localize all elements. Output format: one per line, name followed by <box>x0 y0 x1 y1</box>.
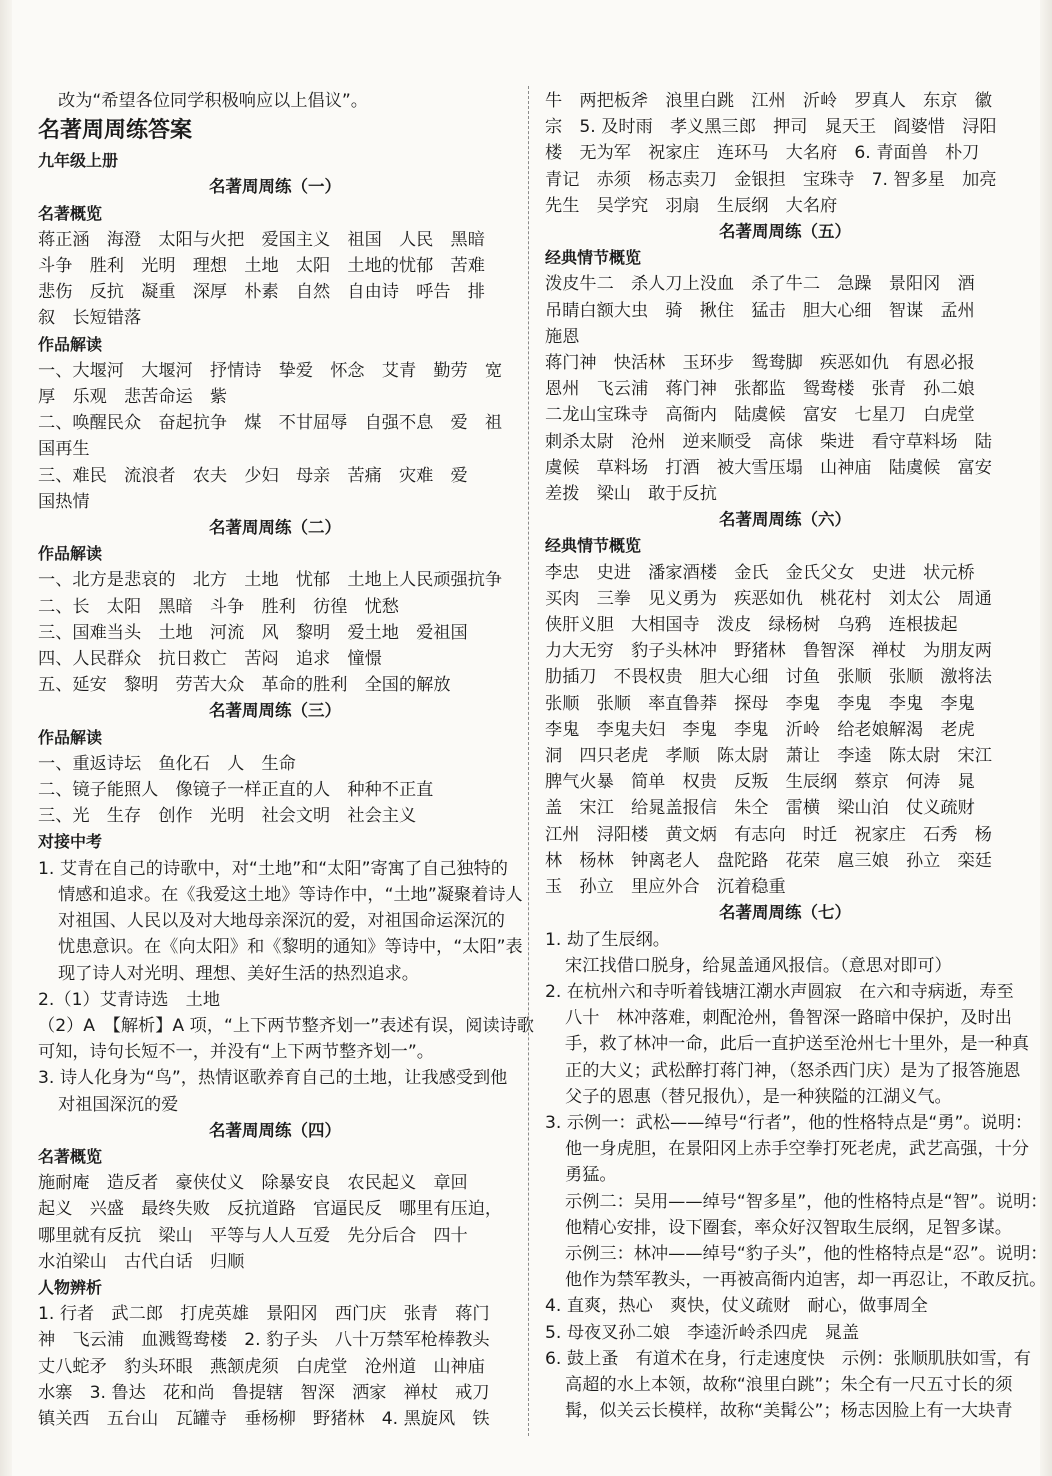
section-heading: 作品解读 <box>38 544 103 564</box>
text-line: 厚 乐观 悲苦命运 紫 <box>38 387 228 408</box>
text-line: 3. 示例一：武松——绰号“行者”，他的性格特点是“勇”。说明： <box>545 1112 1033 1133</box>
text-line: 1. 艾青在自己的诗歌中，对“土地”和“太阳”寄寓了自己独特的 <box>38 858 508 879</box>
text-line: 手，救了林冲一命，此后一直护送至沧州七十里外，是一种真 <box>565 1034 1030 1055</box>
text-line: 髯，似关云长模样，故称“美髯公”；杨志因脸上有一大块青 <box>565 1401 1013 1422</box>
exercise-heading: 名著周周练（四） <box>209 1120 341 1140</box>
text-line: 二、长 太阳 黑暗 斗争 胜利 彷徨 忧愁 <box>38 596 399 617</box>
text-line: 现了诗人对光明、理想、美好生活的热烈追求。 <box>58 963 419 984</box>
text-line: 示例二：吴用——绰号“智多星”，他的性格特点是“智”。说明： <box>565 1191 1048 1212</box>
right-column <box>545 88 1048 1424</box>
text-line: 洞 四只老虎 孝顺 陈太尉 萧让 李逵 陈太尉 宋江 <box>545 746 992 767</box>
text-line: 国热情 <box>38 491 90 512</box>
text-line: 张顺 张顺 率直鲁莽 探母 李鬼 李鬼 李鬼 李鬼 <box>545 693 975 714</box>
text-line: 二龙山宝珠寺 高衙内 陆虞候 富安 七星刀 白虎堂 <box>545 405 975 426</box>
text-line: 水寨 3. 鲁达 花和尚 鲁提辖 智深 洒家 禅杖 戒刀 <box>38 1382 490 1403</box>
text-line: 刺杀太尉 沧州 逆来顺受 高俅 柴进 看守草料场 陆 <box>545 431 992 452</box>
left-column <box>38 88 534 1432</box>
text-line: 侠肝义胆 大相国寺 泼皮 绿杨树 乌鸦 连根拔起 <box>545 615 958 636</box>
text-line: 斗争 胜利 光明 理想 土地 太阳 土地的忧郁 苦难 <box>38 256 485 277</box>
text-line: 悲伤 反抗 凝重 深厚 朴素 自然 自由诗 呼告 排 <box>38 282 485 303</box>
text-line: 起义 兴盛 最终失败 反抗道路 官逼民反 哪里有压迫， <box>38 1199 503 1220</box>
text-line: 蒋门神 快活林 玉环步 鸳鸯脚 疾恶如仇 有恩必报 <box>545 353 975 374</box>
text-line: 4. 直爽，热心 爽快，仗义疏财 耐心，做事周全 <box>545 1296 928 1317</box>
text-line: 1. 劫了生辰纲。 <box>545 929 670 950</box>
text-line: 高超的水上本领，故称“浪里白跳”；朱仝有一尺五寸长的须 <box>565 1374 1013 1395</box>
section-heading: 经典情节概览 <box>545 536 642 556</box>
text-line: 施恩 <box>545 326 580 347</box>
text-line: 八十 林冲落难，刺配沧州，鲁智深一路暗中保护，及时出 <box>565 1008 1012 1029</box>
text-line: 宋江找借口脱身，给晁盖通风报信。（意思对即可） <box>565 955 952 976</box>
page-title: 名著周周练答案 <box>38 118 193 144</box>
section-heading: 人物辨析 <box>38 1277 103 1297</box>
text-line: 水泊梁山 古代白话 归顺 <box>38 1251 245 1272</box>
exercise-heading: 名著周周练（三） <box>209 701 341 721</box>
text-line: 吊睛白额大虫 骑 揪住 猛击 胆大心细 智谋 孟州 <box>545 300 975 321</box>
grade-heading: 九年级上册 <box>38 151 119 171</box>
text-line: 脾气火暴 简单 权贵 反叛 生辰纲 蔡京 何涛 晁 <box>545 772 975 793</box>
text-line: 勇猛。 <box>565 1165 617 1186</box>
exercise-heading: 名著周周练（六） <box>719 510 851 530</box>
text-line: 蒋正涵 海澄 太阳与火把 爱国主义 祖国 人民 黑暗 <box>38 229 485 250</box>
section-heading: 作品解读 <box>38 727 103 747</box>
text-line: 对祖国、人民以及对大地母亲深沉的爱，对祖国命运深沉的 <box>58 911 505 932</box>
section-heading: 经典情节概览 <box>545 248 642 268</box>
page-edge-left <box>0 0 12 1476</box>
text-line: 1. 行者 武二郎 打虎英雄 景阳冈 西门庆 张青 蒋门 <box>38 1304 490 1325</box>
text-line: 江州 浔阳楼 黄文炳 有志向 时迁 祝家庄 石秀 杨 <box>545 824 992 845</box>
exercise-heading: 名著周周练（七） <box>719 903 851 923</box>
text-line: 楼 无为军 祝家庄 连环马 大名府 6. 青面兽 朴刀 <box>545 143 980 164</box>
text-line: 2. 在杭州六和寺听着钱塘江潮水声圆寂 在六和寺病逝，寿至 <box>545 981 1014 1002</box>
text-line: 2.（1）艾青诗选 土地 <box>38 989 221 1010</box>
text-line: 丈八蛇矛 豹头环眼 燕颔虎须 白虎堂 沧州道 山神庙 <box>38 1356 485 1377</box>
text-line: 国再生 <box>38 439 90 460</box>
text-line: 正的大义；武松醉打蒋门神，（怒杀西门庆）是为了报答施恩 <box>565 1060 1021 1081</box>
text-line: 肋插刀 不畏权贵 胆大心细 讨鱼 张顺 张顺 激将法 <box>545 667 992 688</box>
section-heading: 对接中考 <box>38 832 103 852</box>
text-line: 改为“希望各位同学积极响应以上倡议”。 <box>58 91 368 111</box>
text-line: 差拨 梁山 敢于反抗 <box>545 484 717 505</box>
text-line: 泼皮牛二 杀人刀上没血 杀了牛二 急躁 景阳冈 酒 <box>545 274 975 295</box>
text-line: 三、国难当头 土地 河流 风 黎明 爱土地 爱祖国 <box>38 622 468 643</box>
section-heading: 作品解读 <box>38 334 103 354</box>
text-line: 李鬼 李鬼夫妇 李鬼 李鬼 沂岭 给老娘解渴 老虎 <box>545 719 975 740</box>
text-line: 宗 5. 及时雨 孝义黑三郎 押司 晁天王 阎婆惜 浔阳 <box>545 117 997 138</box>
text-line: 盖 宋江 给晁盖报信 朱仝 雷横 梁山泊 仗义疏财 <box>545 798 975 819</box>
text-line: 忧患意识。在《向太阳》和《黎明的通知》等诗中，“太阳”表 <box>58 937 523 958</box>
text-line: 施耐庵 造反者 豪侠仗义 除暴安良 农民起义 章回 <box>38 1173 468 1194</box>
text-line: 青记 赤须 杨志卖刀 金银担 宝珠寺 7. 智多星 加亮 <box>545 169 997 190</box>
exercise-heading: 名著周周练（二） <box>209 518 341 538</box>
text-line: 一、重返诗坛 鱼化石 人 生命 <box>38 753 296 774</box>
text-line: 一、北方是悲哀的 北方 土地 忧郁 土地上人民顽强抗争 <box>38 570 503 591</box>
text-line: 示例三：林冲——绰号“豹子头”，他的性格特点是“忍”。说明： <box>565 1243 1048 1264</box>
text-line: 三、难民 流浪者 农夫 少妇 母亲 苦痛 灾难 爱 <box>38 465 468 486</box>
text-line: 玉 孙立 里应外合 沉着稳重 <box>545 877 786 898</box>
text-line: 他精心安排，设下圈套，率众好汉智取生辰纲，足智多谋。 <box>565 1217 1012 1238</box>
text-line: 叙 长短错落 <box>38 308 142 329</box>
text-line: 可知，诗句长短不一，并没有“上下两节整齐划一”。 <box>38 1042 434 1063</box>
text-line: 情感和追求。在《我爱这土地》等诗作中，“土地”凝聚着诗人 <box>58 884 523 905</box>
text-line: 二、镜子能照人 像镜子一样正直的人 种种不正直 <box>38 780 434 801</box>
text-line: 父子的恩惠（替兄报仇），是一种狭隘的江湖义气。 <box>565 1086 952 1107</box>
text-line: 一、大堰河 大堰河 抒情诗 挚爱 怀念 艾青 勤劳 宽 <box>38 360 503 381</box>
text-line: 他作为禁军教头，一再被高衙内迫害，却一再忍让，不敢反抗。 <box>565 1270 1047 1291</box>
text-line: 5. 母夜叉孙二娘 李逵沂岭杀四虎 晁盖 <box>545 1322 860 1343</box>
text-line: 五、延安 黎明 劳苦大众 革命的胜利 全国的解放 <box>38 675 451 696</box>
text-line: （2）A 【解析】A 项，“上下两节整齐划一”表述有误，阅读诗歌 <box>38 1015 534 1036</box>
text-line: 力大无穷 豹子头林冲 野猪林 鲁智深 禅杖 为朋友两 <box>545 641 992 662</box>
text-line: 林 杨林 钟离老人 盘陀路 花荣 扈三娘 孙立 栾廷 <box>545 850 992 871</box>
section-heading: 名著概览 <box>38 203 103 223</box>
text-line: 哪里就有反抗 梁山 平等与人人互爱 先分后合 四十 <box>38 1225 468 1246</box>
text-line: 恩州 飞云浦 蒋门神 张都监 鸳鸯楼 张青 孙二娘 <box>545 379 975 400</box>
text-line: 对祖国深沉的爱 <box>58 1094 179 1115</box>
exercise-heading: 名著周周练（五） <box>719 222 851 242</box>
text-line: 3. 诗人化身为“鸟”，热情讴歌养育自己的土地，让我感受到他 <box>38 1068 508 1089</box>
exercise-heading: 名著周周练（一） <box>209 177 341 197</box>
text-line: 四、人民群众 抗日救亡 苦闷 追求 憧憬 <box>38 649 382 670</box>
text-line: 三、光 生存 创作 光明 社会文明 社会主义 <box>38 806 417 827</box>
text-line: 先生 吴学究 羽扇 生辰纲 大名府 <box>545 195 838 216</box>
section-heading: 名著概览 <box>38 1146 103 1166</box>
column-divider <box>528 86 529 1436</box>
text-line: 虞候 草料场 打酒 被大雪压塌 山神庙 陆虞候 富安 <box>545 457 992 478</box>
text-line: 买肉 三拳 见义勇为 疾恶如仇 桃花村 刘太公 周通 <box>545 588 992 609</box>
text-line: 牛 两把板斧 浪里白跳 江州 沂岭 罗真人 东京 徽 <box>545 91 992 111</box>
text-line: 二、唤醒民众 奋起抗争 煤 不甘屈辱 自强不息 爱 祖 <box>38 413 503 434</box>
text-line: 他一身虎胆，在景阳冈上赤手空拳打死老虎，武艺高强，十分 <box>565 1139 1030 1160</box>
text-line: 6. 鼓上蚤 有道术在身，行走速度快 示例：张顺肌肤如雪，有 <box>545 1348 1031 1369</box>
text-line: 神 飞云浦 血溅鸳鸯楼 2. 豹子头 八十万禁军枪棒教头 <box>38 1330 490 1351</box>
text-line: 镇关西 五台山 瓦罐寺 垂杨柳 野猪林 4. 黑旋风 铁 <box>38 1408 490 1429</box>
text-line: 李忠 史进 潘家酒楼 金氏 金氏父女 史进 状元桥 <box>545 562 975 583</box>
